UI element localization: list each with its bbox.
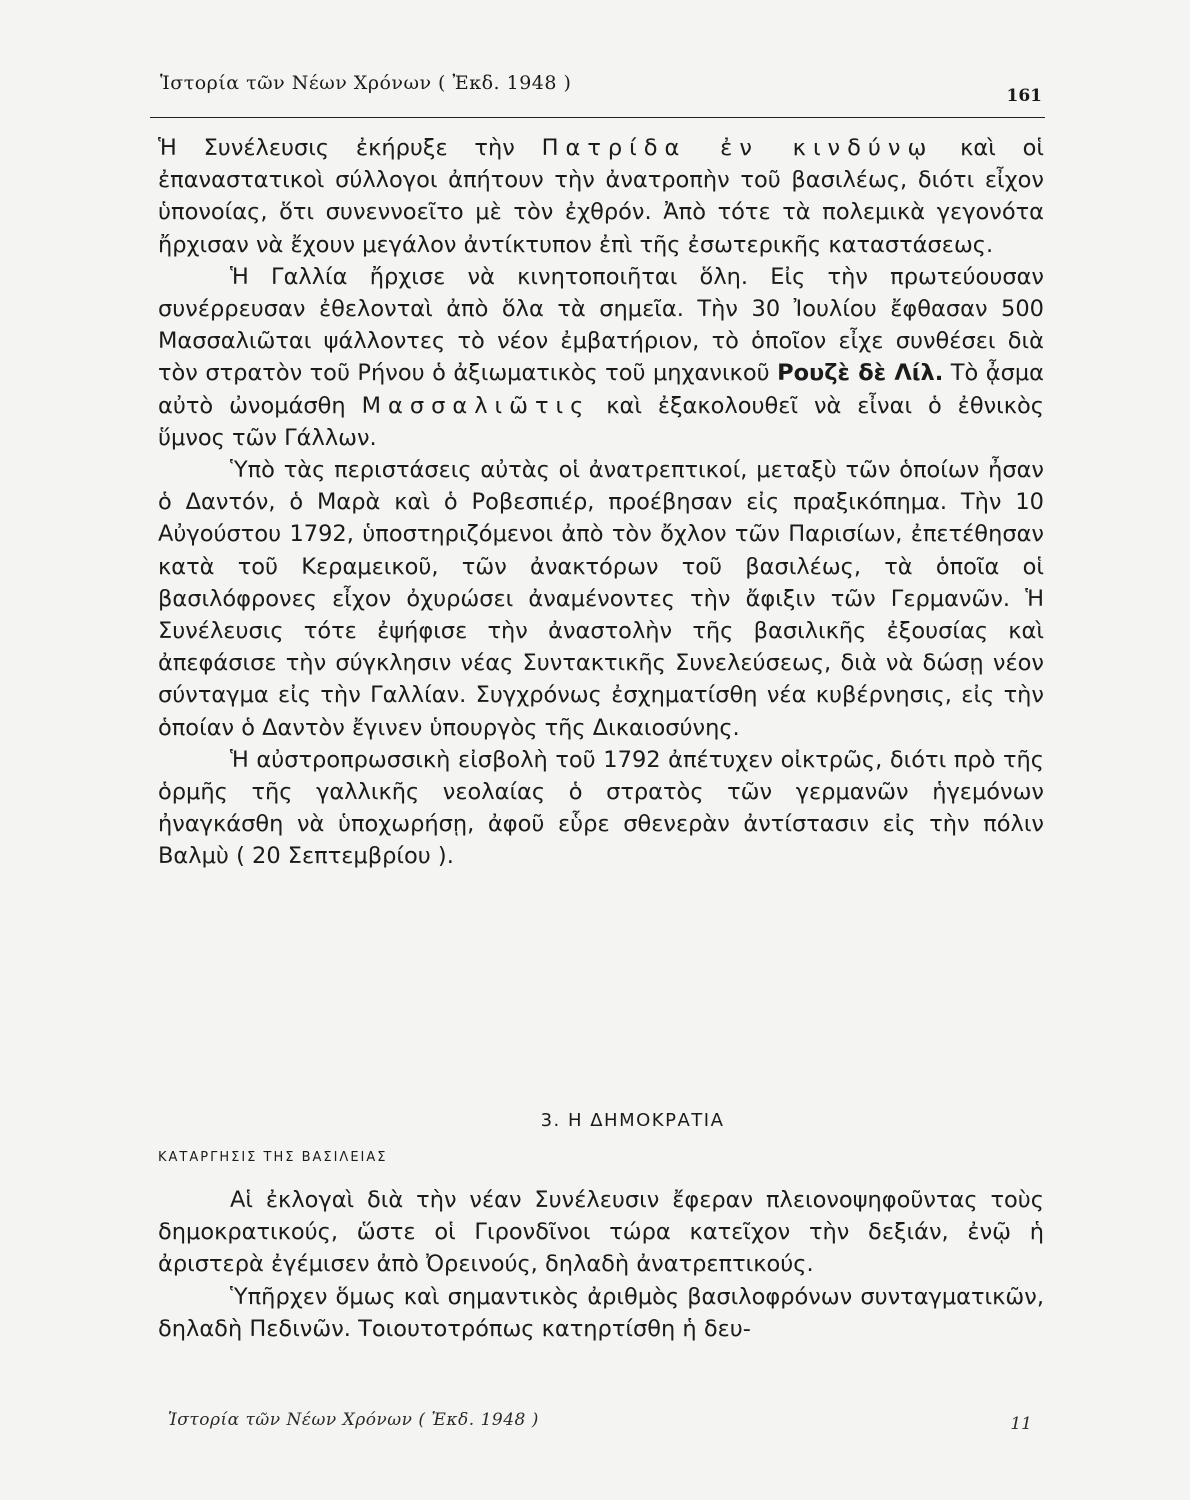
emphasis-spaced: Πατρίδα ἐν κινδύνῳ xyxy=(541,135,934,161)
text-span: Ἡ Γαλλία ἤρχισε νὰ κινητοποιῆται ὅλη. Εἰς τὴν πρωτεύουσαν συνέρρευσαν ἐθελονταὶ ἀπὸ ὅλα τὰ σημεῖα. Τὴν 30 Ἰουλίου ἔφθασαν 500 Μασσαλιῶται ψάλλοντες τὸ νέον ἐμβατήριον, τὸ ὁποῖον εἶχε συνθέσει διὰ τὸν στρατὸν τοῦ Ρήνου ὁ ἀξιωματικὸς τοῦ μηχανικοῦ xyxy=(158,263,1044,387)
signature-mark: 11 xyxy=(1010,1414,1032,1434)
paragraph-6: Ὑπῆρχεν ὅμως καὶ σημαντικὸς ἀριθμὸς βασιλοφρόνων συνταγματικῶν, δηλαδὴ Πεδινῶν. Τοιουτοτρόπως κατηρτίσθη ἡ δευ- xyxy=(158,1283,1044,1342)
paragraph-3: Ὑπὸ τὰς περιστάσεις αὐτὰς οἱ ἀνατρεπτικοί, μεταξὺ τῶν ὁποίων ἦσαν ὁ Δαντόν, ὁ Μαρὰ καὶ ὁ Ροβεσπιέρ, προέβησαν εἰς πραξικόπημα. Τὴν 10 Αὐγούστου 1792, ὑποστηριζόμενοι ἀπὸ τὸν ὄχλον τῶν Παρισίων, ἐπετέθησαν κατὰ τοῦ Κεραμεικοῦ, τῶν ἀνακτόρων τοῦ βασιλέως, τὰ ὁποῖα οἱ βασιλόφρονες εἶχον ὀχυρώσει ἀναμένοντες τὴν ἄφιξιν τῶν Γερμανῶν. Ἡ Συνέλευσις τότε ἐψήφισε τὴν ἀναστολὴν τῆς βασιλικῆς ἐξουσίας καὶ ἀπεφάσισε τὴν σύγκλησιν νέας Συντακτικῆς Συνελεύσεως, διὰ νὰ δώσῃ νέον σύνταγμα εἰς τὴν Γαλλίαν. Συγχρόνως ἐσχηματίσθη νέα κυβέρνησις, εἰς τὴν ὁποίαν ὁ Δαντὸν ἔγινεν ὑπουργὸς τῆς Δικαιοσύνης. xyxy=(158,457,1044,741)
emphasis-bold: Ρουζὲ δὲ Λίλ. xyxy=(777,360,944,387)
page-number: 161 xyxy=(1006,86,1042,106)
paragraph-2 xyxy=(158,261,1044,454)
body-text-upper xyxy=(158,132,1044,873)
page-footer xyxy=(158,1410,1032,1440)
text-span: καὶ ἐξακολουθεῖ νὰ εἶναι ὁ ἐθνικὸς ὕμνος τῶν Γάλλων. xyxy=(158,392,1044,451)
footer-title: Ἱστορία τῶν Νέων Χρόνων ( Ἐκδ. 1948 ) xyxy=(168,1410,539,1430)
header-rule xyxy=(150,117,1045,118)
running-head xyxy=(160,72,1042,112)
body-text-lower xyxy=(158,1184,1044,1345)
section-title: 3. Η ΔΗΜΟΚΡΑΤΙΑ xyxy=(540,1110,725,1131)
paragraph-5: Αἱ ἐκλογαὶ διὰ τὴν νέαν Συνέλευσιν ἔφεραν πλειονοψηφοῦντας τοὺς δημοκρατικούς, ὥστε οἱ Γιρονδῖνοι τώρα κατεῖχον τὴν δεξιάν, ἐνῷ ἡ ἀριστερὰ ἐγέμισεν ἀπὸ Ὀρεινούς, δηλαδὴ ἀνατρεπτικούς. xyxy=(158,1187,1044,1278)
text-span: Ἡ Συνέλευσις ἐκήρυξε τὴν xyxy=(158,135,542,161)
section-subheading: ΚΑΤΑΡΓΗΣΙΣ ΤΗΣ ΒΑΣΙΛΕΙΑΣ xyxy=(158,1150,388,1165)
paragraph-4: Ἡ αὐστροπρωσσικὴ εἰσβολὴ τοῦ 1792 ἀπέτυχεν οἰκτρῶς, διότι πρὸ τῆς ὁρμῆς τῆς γαλλικῆς νεολαίας ὁ στρατὸς τῶν γερμανῶν ἡγεμόνων ἠναγκάσθη νὰ ὑποχωρήσῃ, ἀφοῦ εὗρε σθενερὰν ἀντίστασιν εἰς τὴν πόλιν Βαλμὺ ( 20 Σεπτεμβρίου ). xyxy=(158,746,1044,870)
emphasis-spaced: Μασσαλιῶτις xyxy=(361,392,591,419)
text-span: Τὸ ᾆσμα αὐτὸ ὠνομάσθη xyxy=(158,360,1044,419)
paragraph-1 xyxy=(158,132,1044,261)
running-title: Ἱστορία τῶν Νέων Χρόνων ( Ἐκδ. 1948 ) xyxy=(160,72,572,94)
text-span: καὶ οἱ ἐπαναστατικοὶ σύλλογοι ἀπήτουν τὴν ἀνατροπὴν τοῦ βασιλέως, διότι εἶχον ὑπονοίας, ὅτι συνεννοεῖτο μὲ τὸν ἐχθρόν. Ἀπὸ τότε τὰ πολεμικὰ γεγονότα ἤρχισαν νὰ ἔχουν μεγάλον ἀντίκτυπον ἐπὶ τῆς ἐσωτερικῆς καταστάσεως. xyxy=(158,135,1044,258)
